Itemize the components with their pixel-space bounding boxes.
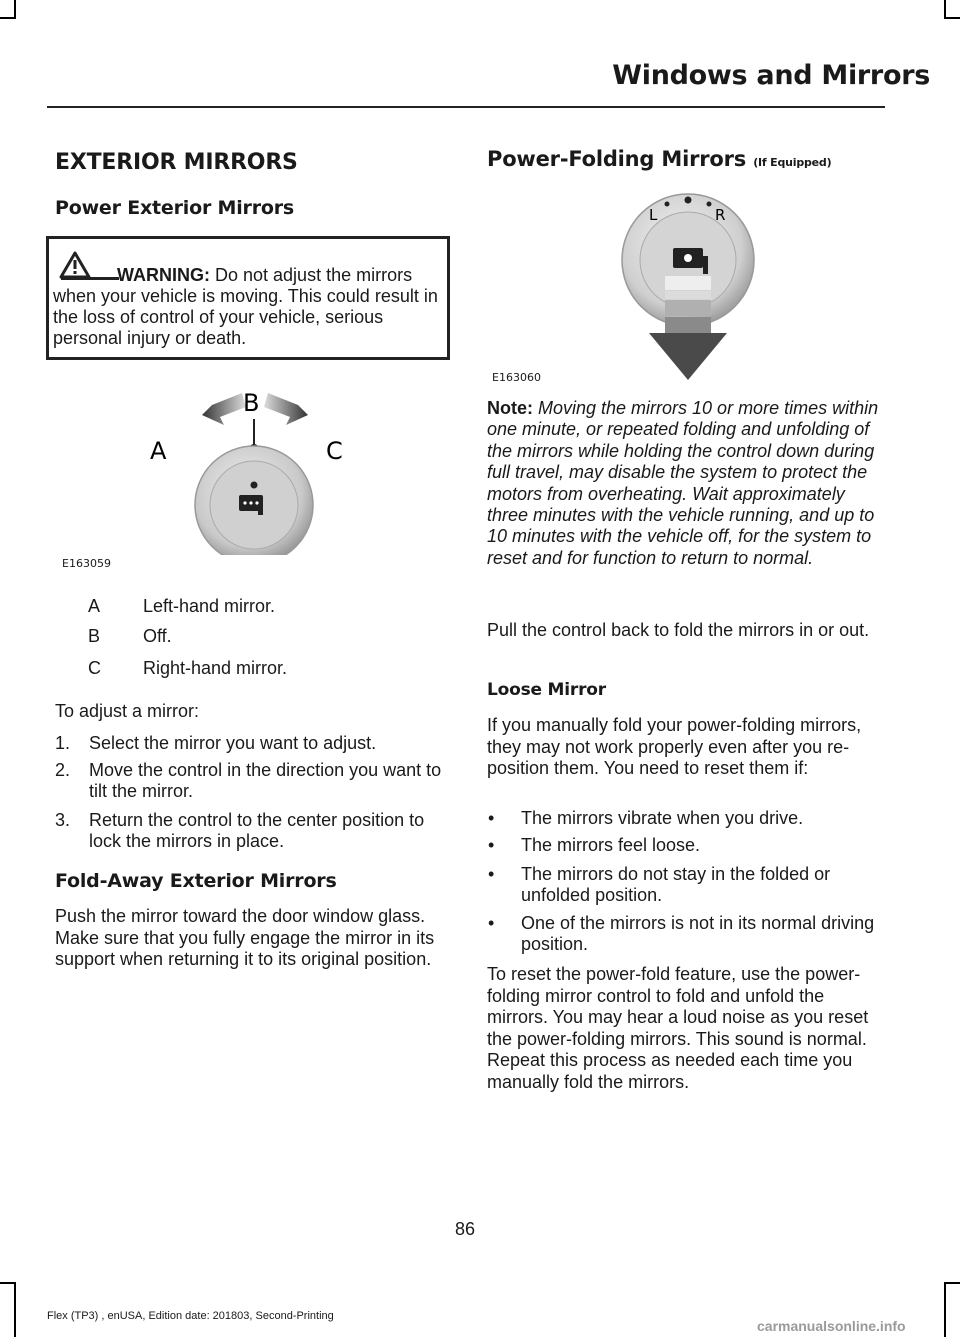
if-equipped-note: (If Equipped) [753,156,832,169]
figure-label-r: R [715,206,726,224]
mirror-selector-knob-figure [150,385,360,555]
warning-text [53,265,447,349]
legend-value: Right-hand mirror. [143,658,288,678]
crop-mark [0,17,16,19]
figure-label-b: B [243,389,260,417]
warning-text-first: Do not adjust the mirrors [210,265,413,285]
bullet-icon: • [488,913,495,933]
arrow-left-icon [202,393,246,425]
header-divider [47,106,885,108]
step-text: Return the control to the center position to lock the mirrors in place. [89,810,425,851]
list-item-text: The mirrors feel loose. [521,835,701,855]
crop-mark [944,1282,946,1337]
crop-mark [944,1282,960,1284]
loose-mirror-intro: If you manually fold your power-folding mirrors, they may not work properly even after you re-position them. You need to reset them if: [487,715,862,778]
figure-label-a: A [150,437,167,465]
legend-key: B [88,626,101,646]
section-title-exterior-mirrors: EXTERIOR MIRRORS [55,150,298,175]
warning-label: WARNING: [117,265,210,285]
watermark: carmanualsonline.info [757,1318,906,1334]
figure-label-l: L [649,206,658,224]
reset-instructions-text: To reset the power-fold feature, use the power-folding mirror control to fold and unfold the mirrors. You may hear a loud noise as you reset the power-folding mirrors. This sound is normal. Repeat this process as needed each time you manually fold the mirrors. [487,964,869,1092]
step-number: 3. [55,810,71,830]
list-item-text: The mirrors do not stay in the folded or unfolded position. [521,864,831,905]
step-number: 1. [55,733,71,753]
note-label: Note: [487,398,533,418]
adjust-intro-text: To adjust a mirror: [55,701,200,721]
power-folding-title-text: Power-Folding Mirrors [487,147,747,171]
fold-away-text: Push the mirror toward the door window glass. Make sure that you fully engage the mirror in its support when returning it to its original position. [55,906,435,969]
bullet-icon: • [488,864,495,884]
figure-code-e163060: E163060 [492,371,541,384]
section-title-power-folding [487,147,831,171]
bullet-icon: • [488,808,495,828]
step-number: 2. [55,760,71,780]
legend-key: A [88,596,101,616]
subsection-title-loose-mirror: Loose Mirror [487,680,606,700]
crop-mark [14,0,16,18]
warning-text-rest: when your vehicle is moving. This could result in the loss of control of your vehicle, serious personal injury or death. [53,286,438,348]
crop-mark [0,1282,16,1284]
note-text: Moving the mirrors 10 or more times within one minute, or repeated folding and unfolding of the mirrors while holding the control down during full travel, may disable the system to protect the motors from overheating. Wait approximately three minutes with the vehicle running, and up to 10 minutes with the vehicle off, for the system to reset and for function to return to normal. [487,398,879,568]
figure-code-e163059: E163059 [62,557,111,570]
note-paragraph [487,398,885,569]
page-number: 86 [454,1219,476,1239]
crop-mark [944,17,960,19]
legend-key: C [88,658,101,678]
pull-control-text: Pull the control back to fold the mirrors in or out. [487,620,870,640]
arrow-right-icon [264,393,308,425]
crop-mark [14,1282,16,1337]
legend-value: Left-hand mirror. [143,596,276,616]
subsection-title-fold-away: Fold-Away Exterior Mirrors [55,870,337,892]
step-text: Move the control in the direction you want to tilt the mirror. [89,760,442,801]
edition-footer: Flex (TP3) , enUSA, Edition date: 201803, Second-Printing [47,1310,334,1322]
crop-mark [944,0,946,18]
page-header-title: Windows and Mirrors [612,60,930,91]
warning-box [46,236,450,360]
bullet-icon: • [488,835,495,855]
list-item-text: The mirrors vibrate when you drive. [521,808,804,828]
step-text: Select the mirror you want to adjust. [89,733,377,753]
list-item-text: One of the mirrors is not in its normal driving position. [521,913,875,954]
legend-value: Off. [143,626,172,646]
power-folding-control-figure [615,190,760,385]
figure-label-c: C [326,437,343,465]
subsection-title-power-exterior-mirrors: Power Exterior Mirrors [55,197,295,219]
